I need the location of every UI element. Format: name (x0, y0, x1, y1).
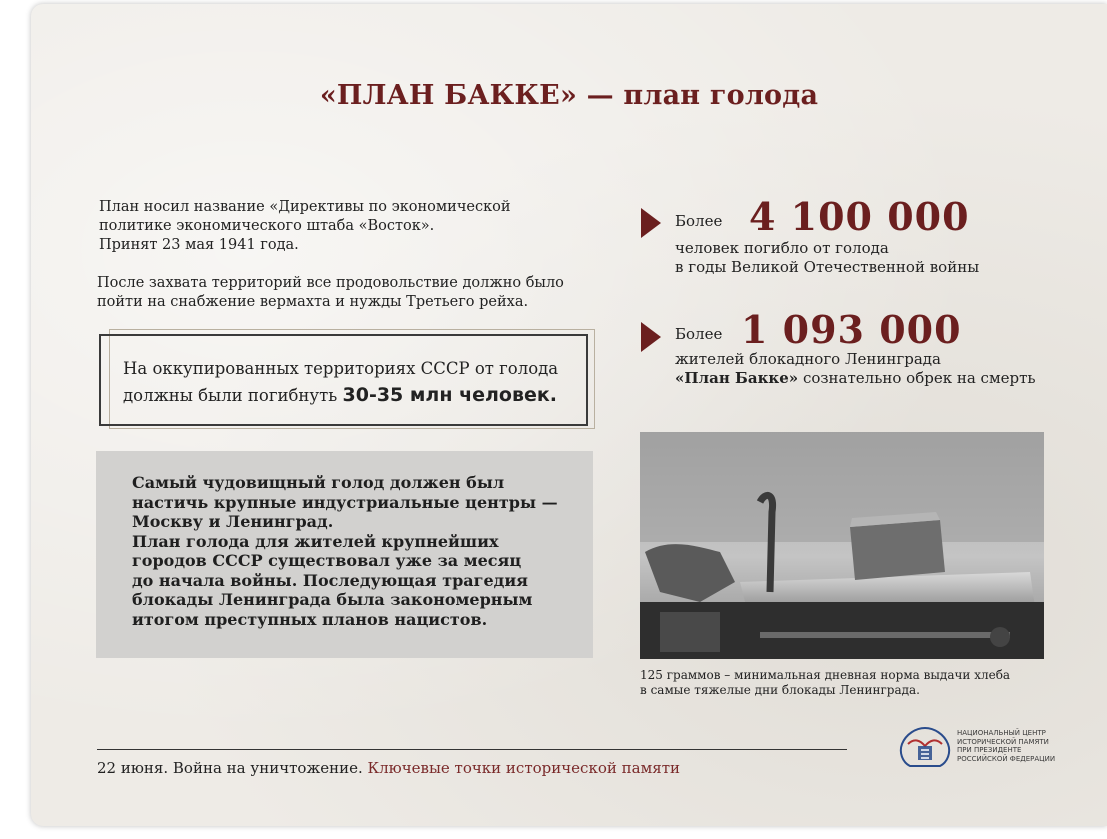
footer-divider (97, 749, 847, 750)
quote-prefix: должны были погибнуть (123, 386, 343, 405)
stat-desc-line: в годы Великой Отечественной войны (675, 258, 980, 276)
death-toll-highlight: 30-35 млн человек. (342, 384, 557, 406)
paragraph-line: пойти на снабжение вермахта и нужды Третьего рейха. (97, 294, 529, 310)
highlight-line: Москву и Ленинград. (132, 512, 334, 531)
org-name-line: ИСТОРИЧЕСКОЙ ПАМЯТИ (957, 737, 1049, 746)
highlight-gray-box (96, 451, 593, 658)
photo-caption (640, 668, 1060, 698)
highlight-line: блокады Ленинграда была закономерным (132, 590, 533, 609)
organization-name (957, 729, 1087, 763)
stat-number: 4 100 000 (749, 194, 970, 239)
quote-line (123, 382, 573, 409)
bread-ration-photo (640, 432, 1044, 659)
highlight-line: Самый чудовищный голод должен был (132, 473, 505, 492)
intro-line: Принят 23 мая 1941 года. (99, 237, 299, 253)
quote-line: На оккупированных территориях СССР от голода (123, 359, 559, 378)
stat-leningrad-deaths (641, 307, 1081, 400)
stat-desc-line: человек погибло от голода (675, 239, 889, 257)
slide (31, 4, 1107, 826)
stat-prefix: Более (675, 325, 723, 343)
highlight-line: до начала войны. Последующая трагедия (132, 570, 528, 590)
food-supply-paragraph (97, 274, 617, 312)
highlight-line: настичь крупные индустриальные центры — (132, 492, 558, 512)
highlight-text (132, 473, 582, 629)
framed-quote-text (123, 356, 573, 409)
footer-series-title: 22 июня. Война на уничтожение. (97, 759, 368, 777)
page-title: «ПЛАН БАККЕ» — план голода (319, 80, 819, 111)
triangle-bullet-icon (641, 208, 661, 238)
triangle-bullet-icon (641, 322, 661, 352)
footer-text (97, 759, 680, 777)
org-name-line: ПРИ ПРЕЗИДЕНТЕ (957, 746, 1022, 754)
footer-accent: Ключевые точки исторической памяти (367, 759, 680, 777)
highlight-line: План голода для жителей крупнейших (132, 531, 499, 551)
intro-line: План носил название «Директивы по экономической (99, 199, 511, 215)
org-name-line: НАЦИОНАЛЬНЫЙ ЦЕНТР (957, 729, 1046, 737)
caption-line: в самые тяжелые дни блокады Ленинграда. (640, 683, 920, 697)
highlight-line: городов СССР существовал уже за месяц (132, 551, 522, 570)
eagle-emblem-icon (896, 724, 954, 770)
caption-line: 125 граммов – минимальная дневная норма выдачи хлеба (640, 668, 1011, 682)
intro-line: политике экономического штаба «Восток». (99, 218, 435, 234)
paragraph-line: После захвата территорий все продовольствие должно было (97, 275, 564, 291)
bread-on-scale-image (640, 432, 1044, 659)
stat-number: 1 093 000 (741, 307, 962, 352)
stat-famine-deaths (641, 194, 1081, 286)
org-name-line: РОССИЙСКОЙ ФЕДЕРАЦИИ (957, 754, 1056, 763)
intro-paragraph (99, 198, 579, 255)
stat-desc-line: жителей блокадного Ленинграда (675, 350, 941, 368)
stat-desc-rest: сознательно обрек на смерть (798, 369, 1036, 387)
plan-name-bold: «План Бакке» (675, 369, 799, 387)
stat-desc-line (675, 369, 1095, 388)
highlight-line: итогом преступных планов нацистов. (132, 609, 488, 629)
stat-prefix: Более (675, 212, 723, 230)
framed-quote-box (99, 334, 588, 426)
